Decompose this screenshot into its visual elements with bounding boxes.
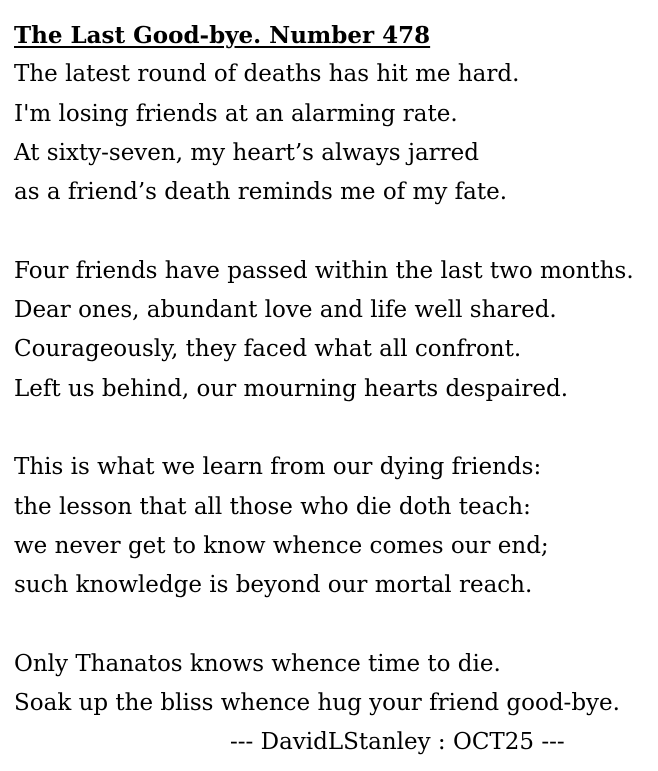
poem-signature: --- DavidLStanley : OCT25 --- <box>230 729 565 756</box>
poem-line: Dear ones, abundant love and life well shared. <box>14 297 557 324</box>
poem-line: Four friends have passed within the last two months. <box>14 257 634 284</box>
poem-line: Left us behind, our mourning hearts despaired. <box>14 375 569 402</box>
poem-line: Soak up the bliss whence hug your friend good-bye. <box>14 690 620 717</box>
poem-line: Courageously, they faced what all confront. <box>14 336 522 363</box>
poem-line: the lesson that all those who die doth teach: <box>14 493 531 520</box>
stanza-3 <box>14 448 654 605</box>
stanza-2 <box>14 252 654 409</box>
stanza-4 <box>14 645 654 763</box>
poem-line: I'm losing friends at an alarming rate. <box>14 100 458 127</box>
poem-line: This is what we learn from our dying friends: <box>14 454 542 481</box>
poem-line: we never get to know whence comes our end; <box>14 532 549 559</box>
poem-line: Only Thanatos knows whence time to die. <box>14 650 501 677</box>
poem-title: The Last Good-bye. Number 478 <box>14 22 431 49</box>
poem-line: The latest round of deaths has hit me hard. <box>14 61 520 88</box>
poem <box>14 16 654 763</box>
poem-line: At sixty-seven, my heart’s always jarred <box>14 139 480 166</box>
poem-line: such knowledge is beyond our mortal reach. <box>14 572 533 599</box>
poem-line: as a friend’s death reminds me of my fate. <box>14 179 508 206</box>
stanza-1 <box>14 55 654 212</box>
